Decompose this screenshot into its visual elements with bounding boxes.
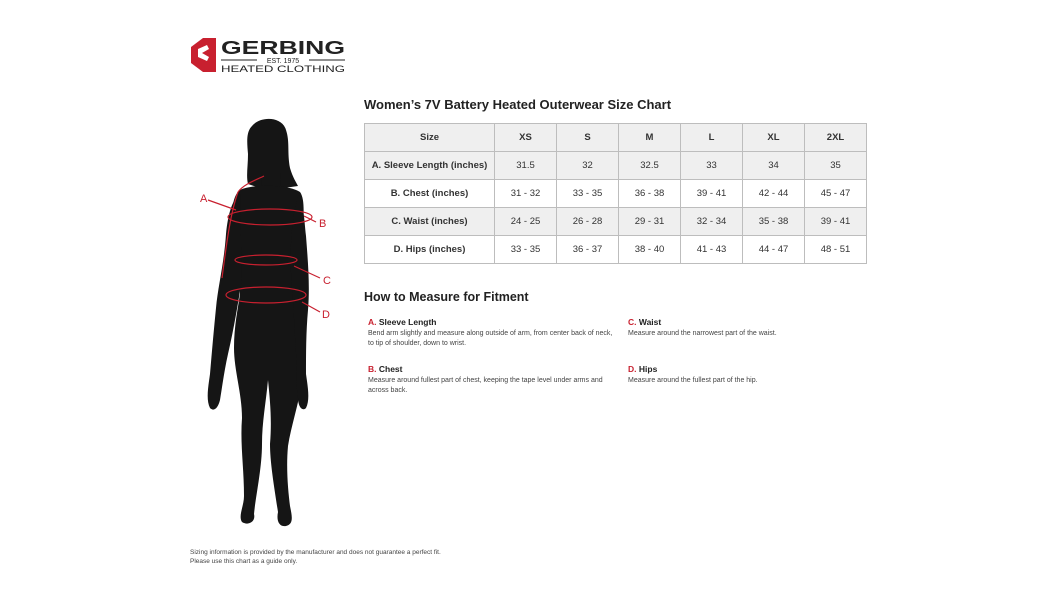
measure-letter: C.: [628, 317, 637, 327]
measure-letter: A.: [368, 317, 377, 327]
marker-d: D: [322, 309, 330, 321]
marker-b: B: [319, 218, 327, 230]
table-cell: 39 - 41: [681, 180, 743, 208]
measure-section-title: How to Measure for Fitment: [364, 290, 529, 304]
measure-description: Bend arm slightly and measure along outside of arm, from center back of neck, to tip of shoulder, down to wrist.: [368, 330, 613, 347]
measure-item-hips: [628, 364, 878, 386]
logo-established: EST. 1975: [266, 58, 300, 65]
table-cell: 32 - 34: [681, 208, 743, 236]
table-cell: 31 - 32: [495, 180, 557, 208]
table-cell: 44 - 47: [743, 236, 805, 264]
measure-description: Measure around the narrowest part of the waist.: [628, 330, 777, 337]
header-size: 2XL: [805, 124, 867, 152]
table-cell: 34: [743, 152, 805, 180]
table-cell: 29 - 31: [619, 208, 681, 236]
header-size: M: [619, 124, 681, 152]
footnote: [190, 548, 441, 566]
header-size: S: [557, 124, 619, 152]
table-cell: 33: [681, 152, 743, 180]
table-cell: 45 - 47: [805, 180, 867, 208]
marker-a: A: [200, 193, 208, 205]
silhouette-figure-icon: [208, 119, 309, 526]
measure-name: Chest: [378, 364, 403, 374]
header-size-label: Size: [365, 124, 495, 152]
table-cell: 42 - 44: [743, 180, 805, 208]
header-size: L: [681, 124, 743, 152]
table-cell: 36 - 37: [557, 236, 619, 264]
measure-item-sleeve: [368, 317, 618, 349]
table-cell: 33 - 35: [495, 236, 557, 264]
table-header-row: [365, 124, 867, 152]
footnote-line: Please use this chart as a guide only.: [190, 558, 298, 565]
measure-description: Measure around fullest part of chest, keeping the tape level under arms and across back.: [368, 377, 603, 394]
header-size: XS: [495, 124, 557, 152]
measure-name: Sleeve Length: [378, 317, 437, 327]
measure-name: Hips: [638, 364, 658, 374]
measure-letter: B.: [368, 364, 377, 374]
table-cell: 24 - 25: [495, 208, 557, 236]
marker-c: C: [323, 275, 331, 287]
row-label: B. Chest (inches): [365, 180, 495, 208]
table-cell: 31.5: [495, 152, 557, 180]
table-cell: 36 - 38: [619, 180, 681, 208]
table-cell: 35: [805, 152, 867, 180]
chart-title: Women’s 7V Battery Heated Outerwear Size Chart: [364, 97, 672, 112]
table-row: [365, 208, 867, 236]
footnote-line: Sizing information is provided by the manufacturer and does not guarantee a perfect fit.: [190, 549, 441, 556]
table-cell: 32.5: [619, 152, 681, 180]
logo-tagline: HEATED CLOTHING: [221, 64, 345, 74]
size-chart-table: [364, 123, 867, 264]
table-cell: 35 - 38: [743, 208, 805, 236]
measure-item-chest: [368, 364, 618, 396]
measure-name: Waist: [638, 317, 662, 327]
row-label: A. Sleeve Length (inches): [365, 152, 495, 180]
table-row: [365, 152, 867, 180]
table-cell: 48 - 51: [805, 236, 867, 264]
table-cell: 32: [557, 152, 619, 180]
measure-description: Measure around the fullest part of the hip.: [628, 377, 758, 384]
row-label: C. Waist (inches): [365, 208, 495, 236]
measure-letter: D.: [628, 364, 637, 374]
body-silhouette: [190, 118, 340, 530]
measure-item-waist: [628, 317, 878, 339]
table-cell: 38 - 40: [619, 236, 681, 264]
gerbing-logo: [189, 35, 349, 77]
table-cell: 39 - 41: [805, 208, 867, 236]
table-row: [365, 236, 867, 264]
table-cell: 26 - 28: [557, 208, 619, 236]
header-size: XL: [743, 124, 805, 152]
table-row: [365, 180, 867, 208]
row-label: D. Hips (inches): [365, 236, 495, 264]
table-cell: 33 - 35: [557, 180, 619, 208]
logo-wordmark: GERBING: [221, 38, 345, 58]
table-cell: 41 - 43: [681, 236, 743, 264]
